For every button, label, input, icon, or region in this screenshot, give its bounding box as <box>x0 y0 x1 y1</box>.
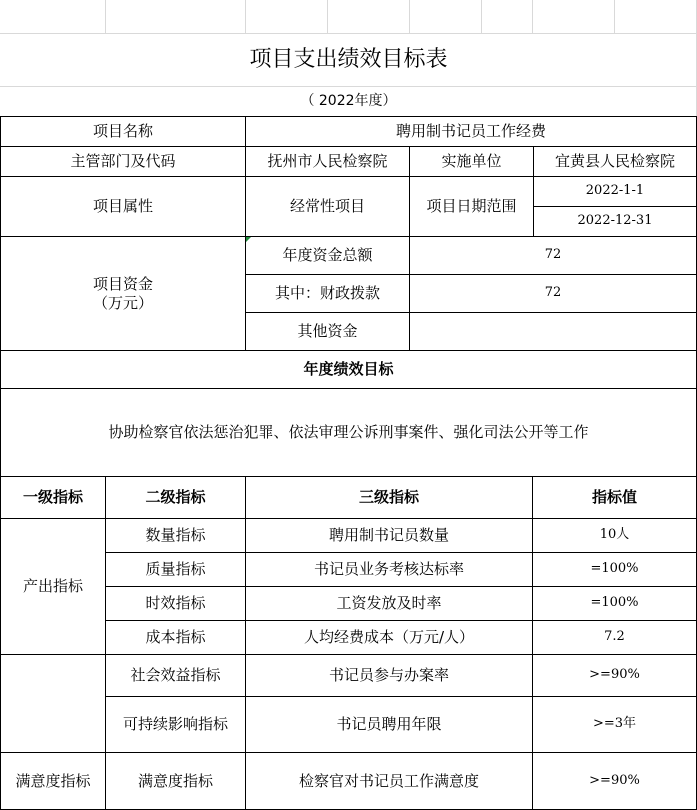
project-name-value: 聘用制书记员工作经费 <box>395 122 546 141</box>
attr-label: 项目属性 <box>92 197 153 216</box>
gridline <box>105 0 106 33</box>
row-value: =100% <box>590 595 639 611</box>
row-l3: 书记员聘用年限 <box>336 715 442 734</box>
row-value: =100% <box>590 561 639 577</box>
row-l3: 检察官对书记员工作满意度 <box>298 771 479 790</box>
period-label: 项目日期范围 <box>426 197 517 216</box>
unit-value: 宜黄县人民检察院 <box>554 152 675 171</box>
goal-header: 年度绩效目标 <box>303 360 394 379</box>
gridline <box>481 0 482 33</box>
level1-output: 产出指标 <box>22 577 83 596</box>
annual-total-value: 72 <box>544 247 562 263</box>
unit-label: 实施单位 <box>441 152 502 171</box>
row-l3: 聘用制书记员数量 <box>328 526 449 545</box>
row-value: 10人 <box>599 527 630 543</box>
gridline <box>614 0 615 33</box>
header-level3: 三级指标 <box>358 488 419 507</box>
header-level2: 二级指标 <box>145 488 206 507</box>
attr-value: 经常性项目 <box>289 197 365 216</box>
header-value: 指标值 <box>591 488 637 507</box>
gridline <box>327 0 328 33</box>
period-end: 2022-12-31 <box>577 213 653 229</box>
year-label: （ 2022年度） <box>300 92 397 109</box>
fund-unit: （万元） <box>92 293 153 312</box>
row-l3: 人均经费成本（万元/人） <box>303 628 475 647</box>
goal-text: 协助检察官依法惩治犯罪、依法审理公诉刑事案件、强化司法公开等工作 <box>108 423 589 442</box>
fiscal-value: 72 <box>544 285 562 301</box>
row-l3: 书记员业务考核达标率 <box>313 560 464 579</box>
fiscal-label: 其中：财政拨款 <box>274 284 380 303</box>
gridline <box>245 0 246 33</box>
header-level1: 一级指标 <box>22 488 83 507</box>
level1-satisfaction: 满意度指标 <box>15 771 91 790</box>
gridline <box>532 0 533 33</box>
page-title: 项目支出绩效目标表 <box>249 47 448 73</box>
row-l2: 质量指标 <box>145 560 206 579</box>
row-l2: 数量指标 <box>145 526 206 545</box>
row-l2: 可持续影响指标 <box>122 715 228 734</box>
row-l2: 时效指标 <box>145 594 206 613</box>
row-l3: 工资发放及时率 <box>336 594 442 613</box>
fund-label: 项目资金 <box>92 274 153 293</box>
dept-value: 抚州市人民检察院 <box>267 152 388 171</box>
row-l3: 书记员参与办案率 <box>328 666 449 685</box>
row-value: >=90% <box>589 772 640 788</box>
row-value: >=90% <box>589 667 640 683</box>
fund-label-cell <box>1 237 245 350</box>
row-l2: 成本指标 <box>145 628 206 647</box>
other-fund-value <box>410 313 696 350</box>
row-l2: 社会效益指标 <box>130 666 221 685</box>
annual-total-label: 年度资金总额 <box>282 246 373 265</box>
project-name-label: 项目名称 <box>92 122 153 141</box>
dept-label: 主管部门及代码 <box>70 152 176 171</box>
gridline <box>409 0 410 33</box>
period-start: 2022-1-1 <box>585 183 645 199</box>
row-value: 7.2 <box>604 629 625 645</box>
row-l2: 满意度指标 <box>137 771 213 790</box>
other-fund-label: 其他资金 <box>297 322 358 341</box>
row-value: >=3年 <box>592 716 637 732</box>
